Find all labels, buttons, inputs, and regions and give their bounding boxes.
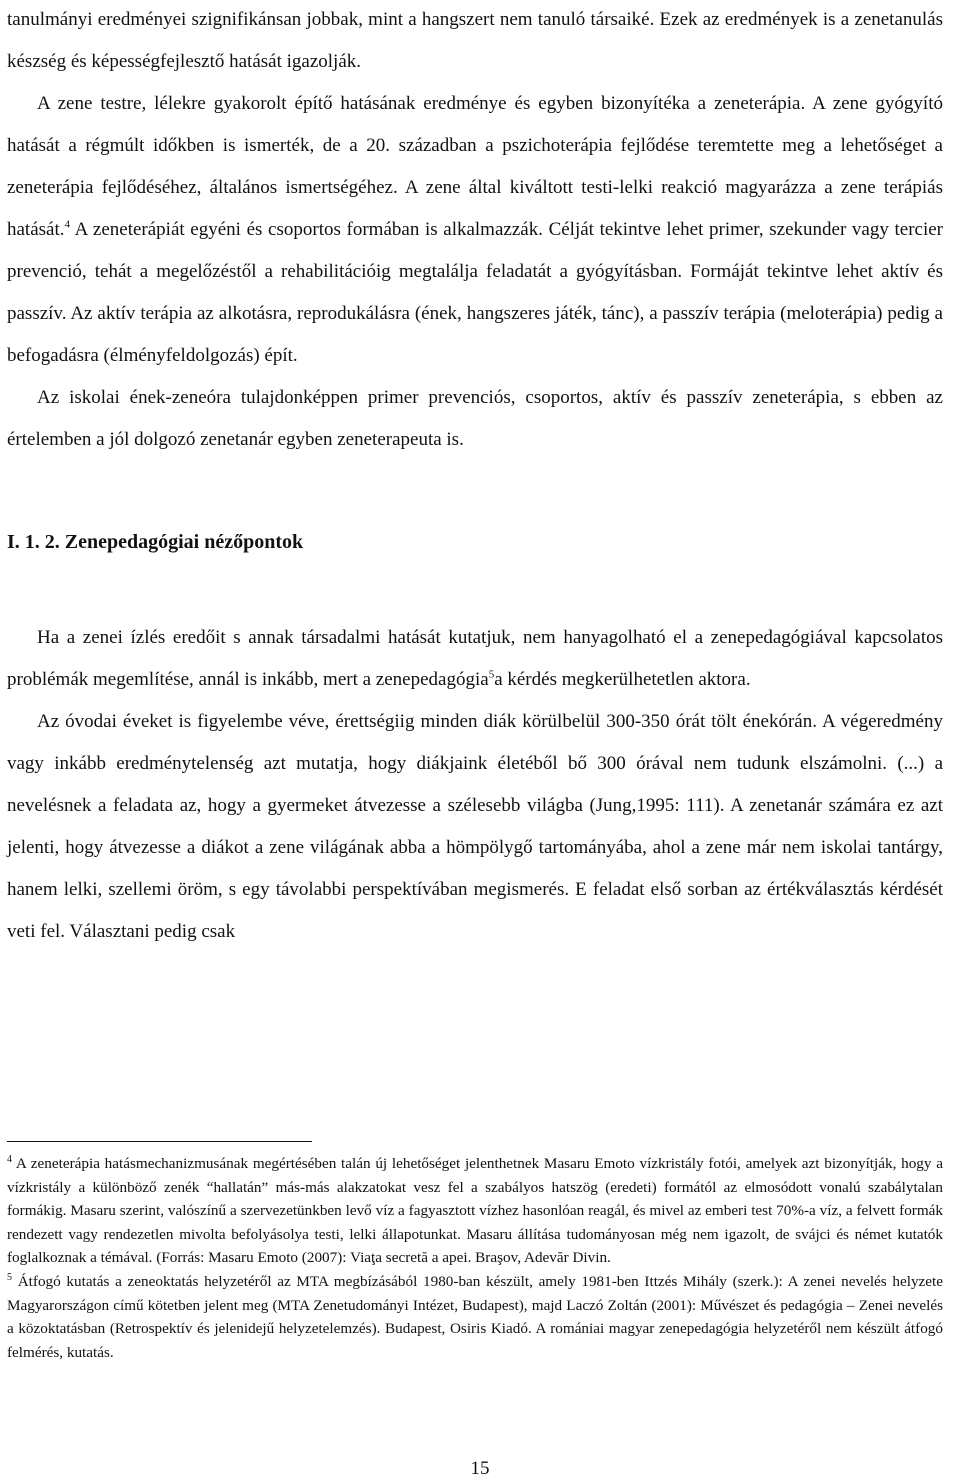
paragraph-2-text-b: A zeneterápiát egyéni és csoportos formában is alkalmazzák. Célját tekintve lehet primer, szekunder vagy tercier prevenció, tehát a megelőzéstől a rehabilitációig megtalálja feladatát a gyógyításban. Formáját tekintve lehet aktív és passzív. Az aktív terápia az alkotásra, reprodukálásra (ének, hangszeres játék, tánc), a passzív terápia (meloterápia) pedig a befogadásra (élményfeldolgozás) épít.	[7, 219, 943, 366]
footnote-ref-4[interactable]: 4	[64, 218, 71, 231]
paragraph-1	[7, 0, 943, 83]
footnote-ref-5[interactable]: 5	[488, 668, 495, 681]
footnote-5	[7, 1270, 943, 1364]
paragraph-3	[7, 377, 943, 461]
paragraph-4-text-b: a kérdés megkerülhetetlen aktora.	[494, 669, 751, 690]
paragraph-4-text-a: Ha a zenei ízlés eredőit s annak társadalmi hatását kutatjuk, nem hanyagolható el a zenepedagógiával kapcsolatos problémák megemlítése, annál is inkább, mert a zenepedagógia	[7, 627, 943, 690]
section-heading: I. 1. 2. Zenepedagógiai nézőpontok	[7, 531, 304, 553]
footnote-5-text: Átfogó kutatás a zeneoktatás helyzetéről az MTA megbízásából 1980-ban készült, amely 1981-ben Ittzés Mihály (szerk.): A zenei nevelés helyzete Magyarországon című kötetben jelent meg (MTA Zenetudományi Intézet, Budapest), majd Laczó Zoltán (2001): Művészet és pedagógia – Zenei nevelés a közoktatásban (Retrospektív és jelenidejű helyzetelemzés). Budapest, Osiris Kiadó. A romániai magyar zenepedagógia helyzetéről nem készült átfogó felmérés, kutatás.	[7, 1272, 943, 1361]
footnote-5-number: 5	[7, 1271, 12, 1283]
footnotes	[7, 1152, 943, 1364]
paragraph-5-text: Az óvodai éveket is figyelembe véve, érettségiig minden diák körülbelül 300-350 órát tölt énekórán. A végeredmény vagy inkább eredménytelenség azt mutatja, hogy diákjaink életéből bő 300 órával nem tudunk elszámolni. (...) a nevelésnek a feladata az, hogy a gyermeket átvezesse a szélesebb világba (Jung,1995: 111). A zenetanár számára ez azt jelenti, hogy átvezesse a diákot a zene világának abba a hömpölygő tartományába, ahol a zene már nem iskolai tantárgy, hanem lelki, szellemi öröm, s egy távolabbi perspektívában megismerés. E feladat első sorban az értékválasztás kérdését veti fel. Választani pedig csak	[7, 711, 943, 942]
paragraph-2-text-a: A zene testre, lélekre gyakorolt építő hatásának eredménye és egyben bizonyítéka a zeneterápia. A zene gyógyító hatását a régmúlt időkben is ismerték, de a 20. században a pszichoterápia fejlődése teremtette meg a lehetőséget a zeneterápia fejlődéséhez, általános ismertségéhez. A zene által kiváltott testi-lelki reakció magyarázza a zene terápiás hatását.	[7, 93, 943, 240]
paragraph-1-text: tanulmányi eredményei szignifikánsan jobbak, mint a hangszert nem tanuló társaiké. Ezek az eredmények is a zenetanulás készség és képességfejlesztő hatását igazolják.	[7, 9, 943, 72]
footnote-4-number: 4	[7, 1153, 12, 1165]
document-page	[7, 0, 943, 953]
paragraph-5	[7, 701, 943, 953]
footnote-4	[7, 1152, 943, 1270]
page-number: 15	[470, 1458, 490, 1479]
footnote-separator	[7, 1141, 312, 1142]
paragraph-3-text: Az iskolai ének-zeneóra tulajdonképpen primer prevenciós, csoportos, aktív és passzív zeneterápia, s ebben az értelemben a jól dolgozó zenetanár egyben zeneterapeuta is.	[7, 387, 943, 450]
footnote-4-text: A zeneterápia hatásmechanizmusának megértésében talán új lehetőséget jelenthetnek Masaru Emoto vízkristály fotói, amelyek azt bizonyítják, hogy a vízkristály a különböző zenék “hallatán” más-más alakzatokat vesz fel a szabályos hatszög (eredeti) formától az elmosódott vonalú szabálytalan formákig. Masaru szerint, valószínű a szervezetünkben levő víz a fagyasztott vízhez hasonlóan reagál, és mivel az emberi test 70%-a víz, a felvett formák rendezett vagy rendezetlen mivolta befolyásolya testi, lelki állapotunkat. Masaru állítása tudományosan még nem igazolt, de svájci és német kutatók foglalkoznak a témával. (Forrás: Masaru Emoto (2007): Viaţa secretă a apei. Braşov, Adevăr Divin.	[7, 1155, 943, 1267]
paragraph-2	[7, 83, 943, 377]
paragraph-4	[7, 617, 943, 701]
